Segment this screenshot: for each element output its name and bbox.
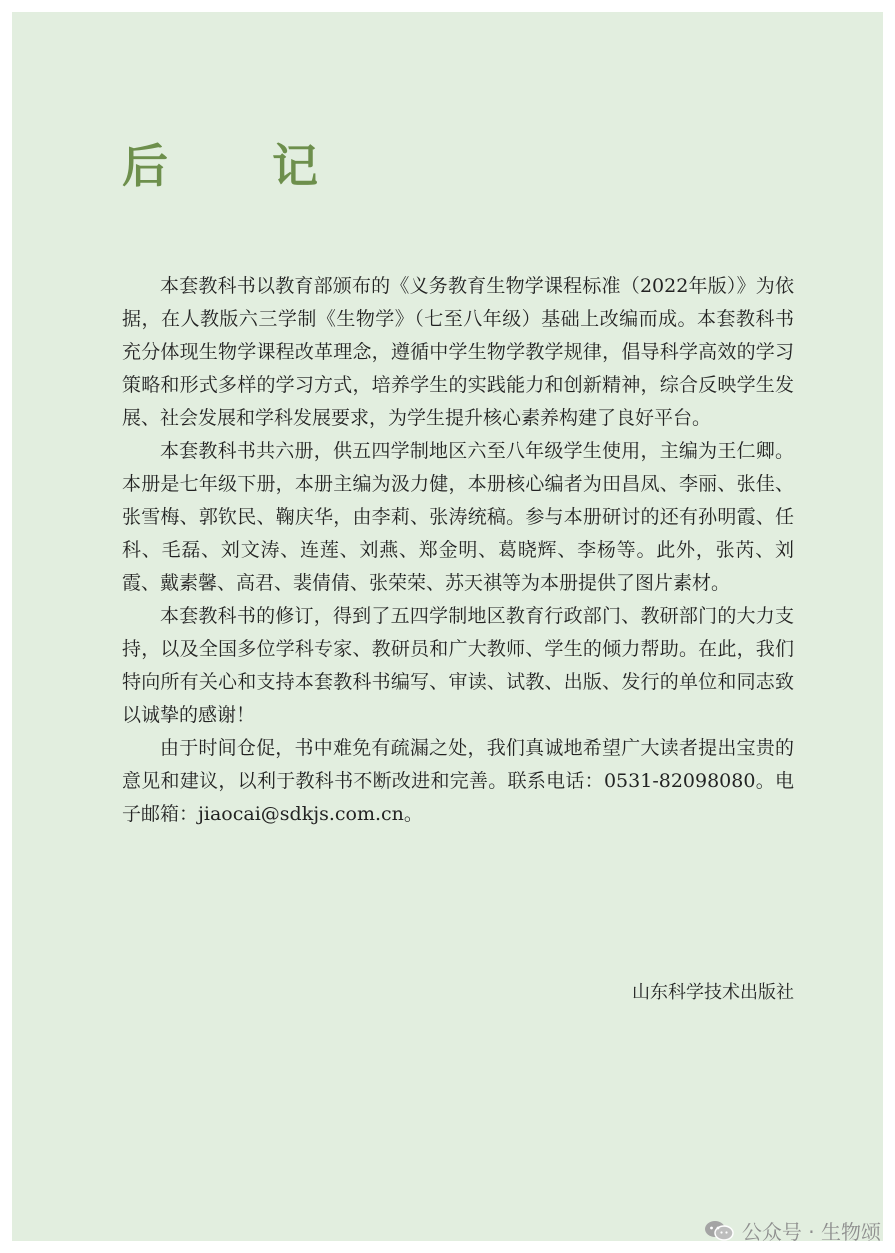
watermark-text: 公众号 · 生物颂 [741, 1220, 881, 1244]
publisher-name: 山东科学技术出版社 [632, 982, 794, 1003]
document-page [12, 12, 883, 1241]
document-body [122, 270, 794, 831]
wechat-icon [704, 1219, 734, 1243]
watermark [704, 1216, 881, 1245]
paragraph: 本套教科书的修订，得到了五四学制地区教育行政部门、教研部门的大力支持，以及全国多位学科专家、教研员和广大教师、学生的倾力帮助。在此，我们特向所有关心和支持本套教科书编写、审读、试教、出版、发行的单位和同志致以诚挚的感谢！ [122, 605, 794, 726]
paragraph: 由于时间仓促，书中难免有疏漏之处，我们真诚地希望广大读者提出宝贵的意见和建议，以利于教科书不断改进和完善。联系电话：0531-82098080。电子邮箱：jiaocai@sdkjs.com.cn。 [122, 737, 794, 825]
paragraph: 本套教科书共六册，供五四学制地区六至八年级学生使用，主编为王仁卿。本册是七年级下册，本册主编为汲力健，本册核心编者为田昌凤、李丽、张佳、张雪梅、郭钦民、鞠庆华，由李莉、张涛统稿。参与本册研讨的还有孙明霞、任科、毛磊、刘文涛、连莲、刘燕、郑金明、葛晓辉、李杨等。此外，张芮、刘霞、戴素馨、高君、裴倩倩、张荣荣、苏天祺等为本册提供了图片素材。 [122, 440, 794, 594]
paragraph: 本套教科书以教育部颁布的《义务教育生物学课程标准（2022年版）》为依据，在人教版六三学制《生物学》（七至八年级）基础上改编而成。本套教科书充分体现生物学课程改革理念，遵循中学生物学教学规律，倡导科学高效的学习策略和形式多样的学习方式，培养学生的实践能力和创新精神，综合反映学生发展、社会发展和学科发展要求，为学生提升核心素养构建了良好平台。 [122, 275, 794, 429]
page-title: 后 记 [122, 139, 363, 193]
